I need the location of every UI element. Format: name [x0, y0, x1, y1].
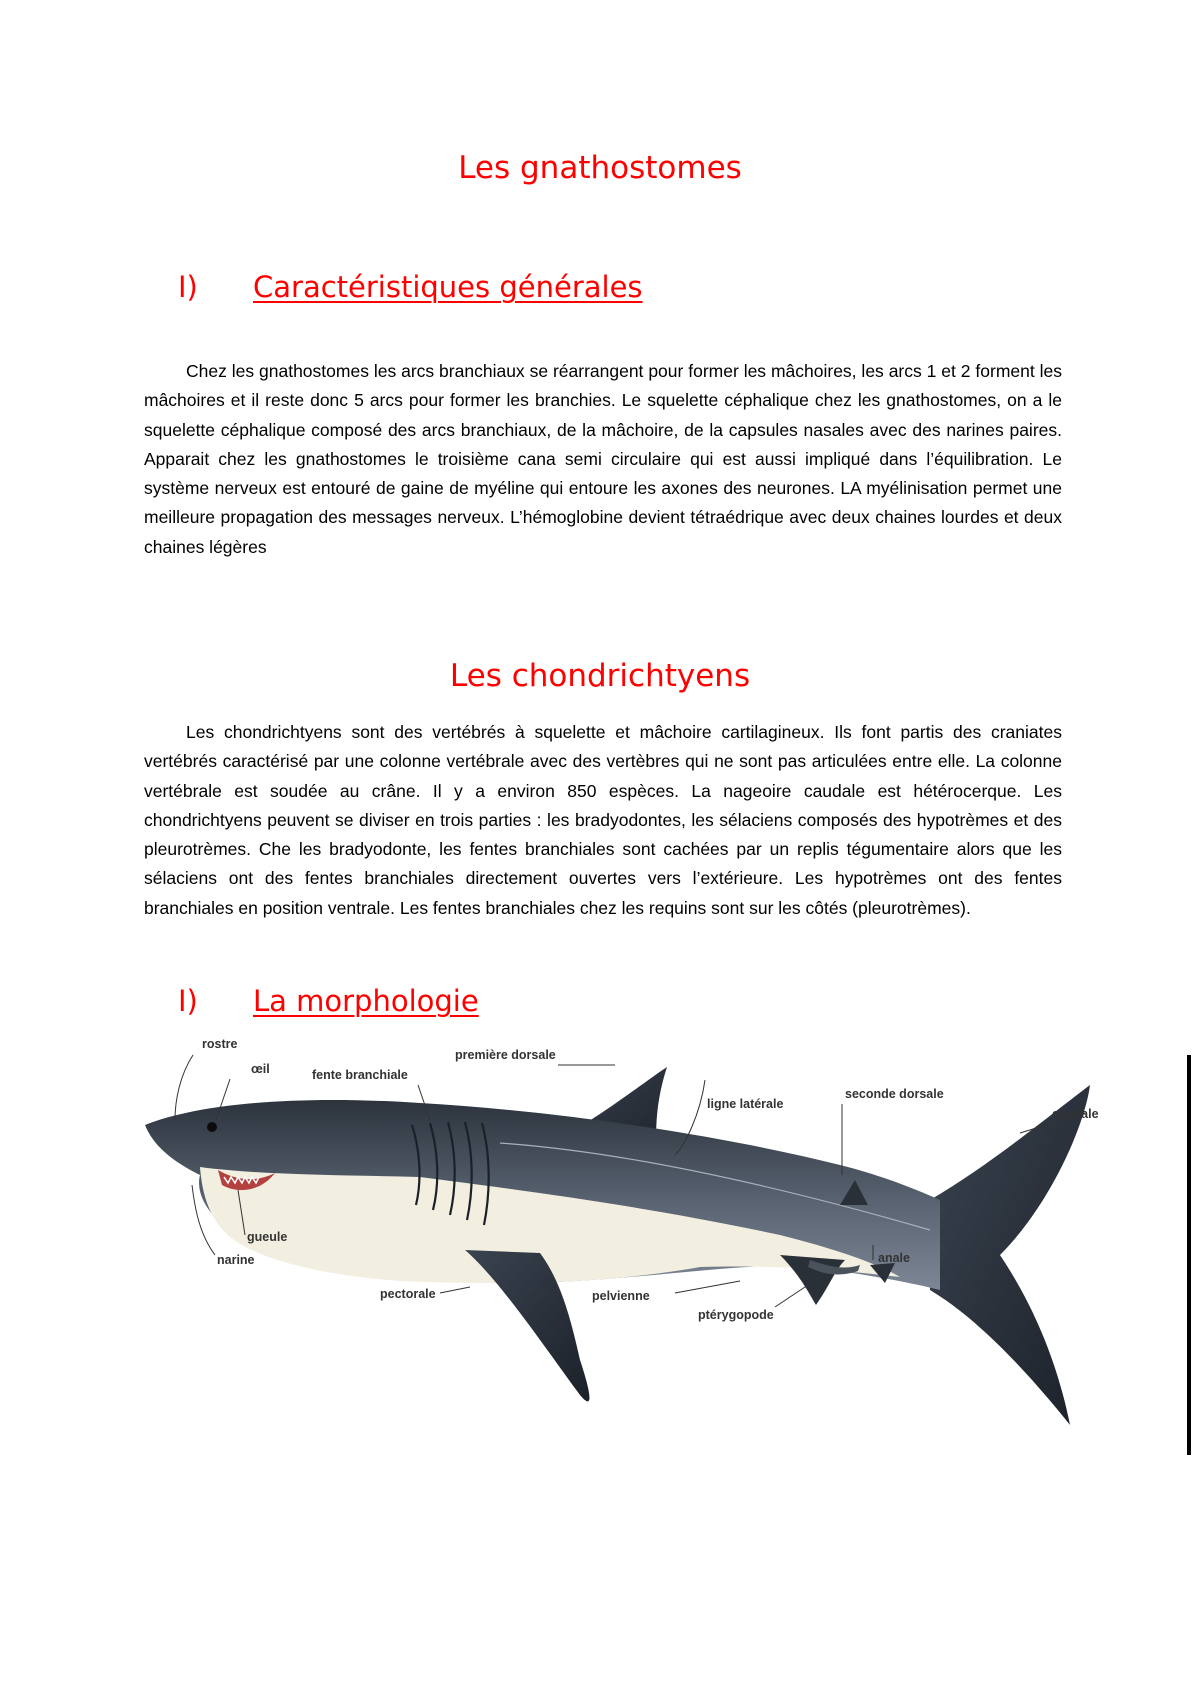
label-seconde-dorsale: seconde dorsale [845, 1087, 944, 1101]
label-ligne-laterale: ligne latérale [707, 1097, 784, 1111]
section-label: La morphologie [253, 984, 479, 1018]
section-number: I) [178, 984, 198, 1018]
chapter-title-chondrichtyens: Les chondrichtyens [449, 658, 751, 694]
paragraph-gnathostomes [144, 357, 1062, 562]
eye [207, 1122, 217, 1132]
section-label: Caractéristiques générales [253, 270, 643, 304]
label-oeil: œil [251, 1062, 270, 1076]
page-title: Les gnathostomes [458, 150, 742, 186]
label-gueule: gueule [247, 1230, 288, 1244]
paragraph-chondrichtyens [144, 718, 1062, 923]
label-caudale: caudale [1052, 1107, 1099, 1121]
paragraph-text: Chez les gnathostomes les arcs branchiaux se réarrangent pour former les mâchoires, les arcs 1 et 2 forment les mâchoires et il reste donc 5 arcs pour former les branchies. Le squelette céphalique chez les gnathostomes, on a le squelette céphalique composé des arcs branchiaux, de la mâchoire, de la capsules nasales avec des narines paires. Apparait chez les gnathostomes le troisième cana semi circulaire qui est aussi impliqué dans l’équilibration. Le système nerveux est entouré de gaine de myéline qui entoure les axones des neurones. LA myélinisation permet une meilleure propagation des messages nerveux. L’hémoglobine devient tétraédrique avec deux chaines lourdes et deux chaines légères [144, 361, 1062, 557]
shark-diagram [140, 1037, 1200, 1515]
edge-bar [1187, 1055, 1191, 1455]
label-pterygopode: ptérygopode [698, 1308, 774, 1322]
paragraph-text: Les chondrichtyens sont des vertébrés à squelette et mâchoire cartilagineux. Ils font partis des craniates vertébrés caractérisé par une colonne vertébrale avec des vertèbres qui ne sont pas articulées entre elle. La colonne vertébrale est soudée au crâne. Il y a environ 850 espèces. La nageoire caudale est hétérocerque. Les chondrichtyens peuvent se diviser en trois parties : les bradyodontes, les sélaciens composés des hypotrèmes et des pleurotrèmes. Che les bradyodonte, les fentes branchiales sont cachées par un replis tégumentaire alors que les sélaciens ont des fentes branchiales directement ouvertes vers l’extérieure. Les hypotrèmes ont des fentes branchiales en position ventrale. Les fentes branchiales chez les requins sont sur les côtés (pleurotrèmes). [144, 722, 1062, 918]
label-narine: narine [217, 1253, 255, 1267]
label-fente-branchiale: fente branchiale [312, 1068, 408, 1082]
label-anale: anale [878, 1251, 910, 1265]
label-pectorale: pectorale [380, 1287, 436, 1301]
label-premiere-dorsale: première dorsale [455, 1048, 556, 1062]
caudal-fin [930, 1085, 1090, 1425]
label-rostre: rostre [202, 1037, 238, 1051]
section-number: I) [178, 270, 198, 304]
section-heading-general [178, 270, 643, 304]
section-heading-morphology [178, 984, 479, 1018]
label-pelvienne: pelvienne [592, 1289, 650, 1303]
